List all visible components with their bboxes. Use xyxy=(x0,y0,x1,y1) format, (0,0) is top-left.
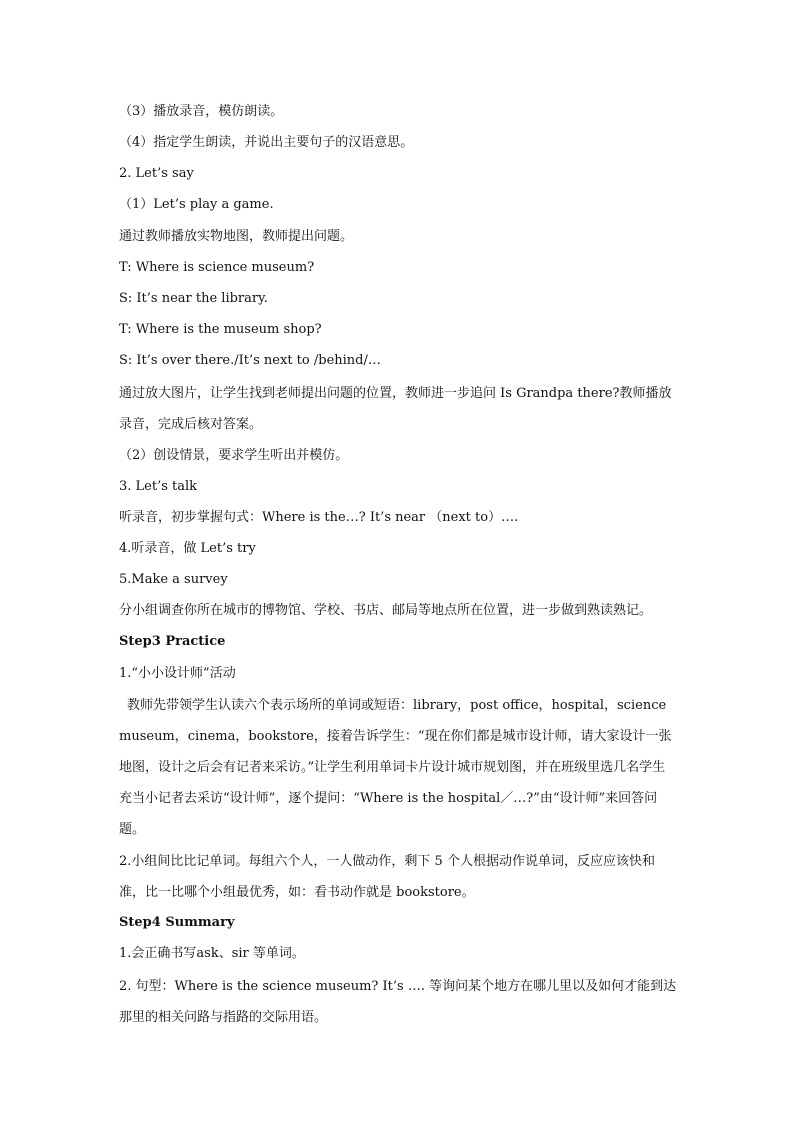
map-question-intro: 通过教师播放实物地图，教师提出问题。 xyxy=(119,229,354,244)
enlarge-picture-paragraph: 通过放大图片，让学生找到老师提出问题的位置，教师进一步追问 Is Grandpa there?教师播放录音，完成后核对答案。 xyxy=(119,386,672,432)
dialogue-line: T: Where is science museum? xyxy=(119,260,315,275)
step-play-game: （1）Let’s play a game. xyxy=(119,197,274,212)
section-lets-say: 2. Let’s say xyxy=(119,166,194,181)
word-competition-paragraph: 2.小组间比比记单词。每组六个人，一人做动作，剩下 5 个人根据动作说单词，反应应该快和准，比一比哪个小组最优秀，如：看书动作就是 bookstore。 xyxy=(119,854,655,900)
section-make-survey: 5.Make a survey xyxy=(119,572,228,587)
designer-activity-paragraph: 教师先带领学生认读六个表示场所的单词或短语：library，post office，hospital，science museum，cinema，bookstore，接着告诉学生：“现在你们都是城市设计师，请大家设计一张地图，设计之后会有记者来采访。”让学生利用单词卡片设计城市规划图，并在班级里选几名学生充当小记者去采访“设计师”，逐个提问：“Where is the hospital／…?”由“设计师”来回答问题。 xyxy=(119,698,672,837)
summary-point-words: 1.会正确书写ask、sir 等单词。 xyxy=(119,946,305,961)
activity-designer-title: 1.“小小设计师”活动 xyxy=(119,666,236,681)
step-create-scene: （2）创设情景，要求学生听出并模仿。 xyxy=(119,448,349,463)
step-assign-reading: （4）指定学生朗读，并说出主要句子的汉语意思。 xyxy=(119,135,414,150)
heading-step4-summary: Step4 Summary xyxy=(119,915,235,930)
listen-sentence-pattern: 听录音，初步掌握句式：Where is the…? It’s near （next to）…. xyxy=(119,510,519,525)
summary-point-patterns: 2. 句型：Where is the science museum? It’s …. 等询问某个地方在哪儿里以及如何才能到达那里的相关问路与指路的交际用语。 xyxy=(119,979,677,1025)
dialogue-line: S: It’s near the library. xyxy=(119,291,268,306)
heading-step3-practice: Step3 Practice xyxy=(119,634,226,649)
survey-description: 分小组调查你所在城市的博物馆、学校、书店、邮局等地点所在位置，进一步做到熟读熟记。 xyxy=(119,603,653,618)
step-play-recording: （3）播放录音，模仿朗读。 xyxy=(119,104,284,119)
dialogue-line: S: It’s over there./It’s next to /behind/… xyxy=(119,353,381,368)
step-lets-try: 4.听录音，做 Let’s try xyxy=(119,541,256,556)
dialogue-line: T: Where is the museum shop? xyxy=(119,322,322,337)
section-lets-talk: 3. Let’s talk xyxy=(119,479,198,494)
